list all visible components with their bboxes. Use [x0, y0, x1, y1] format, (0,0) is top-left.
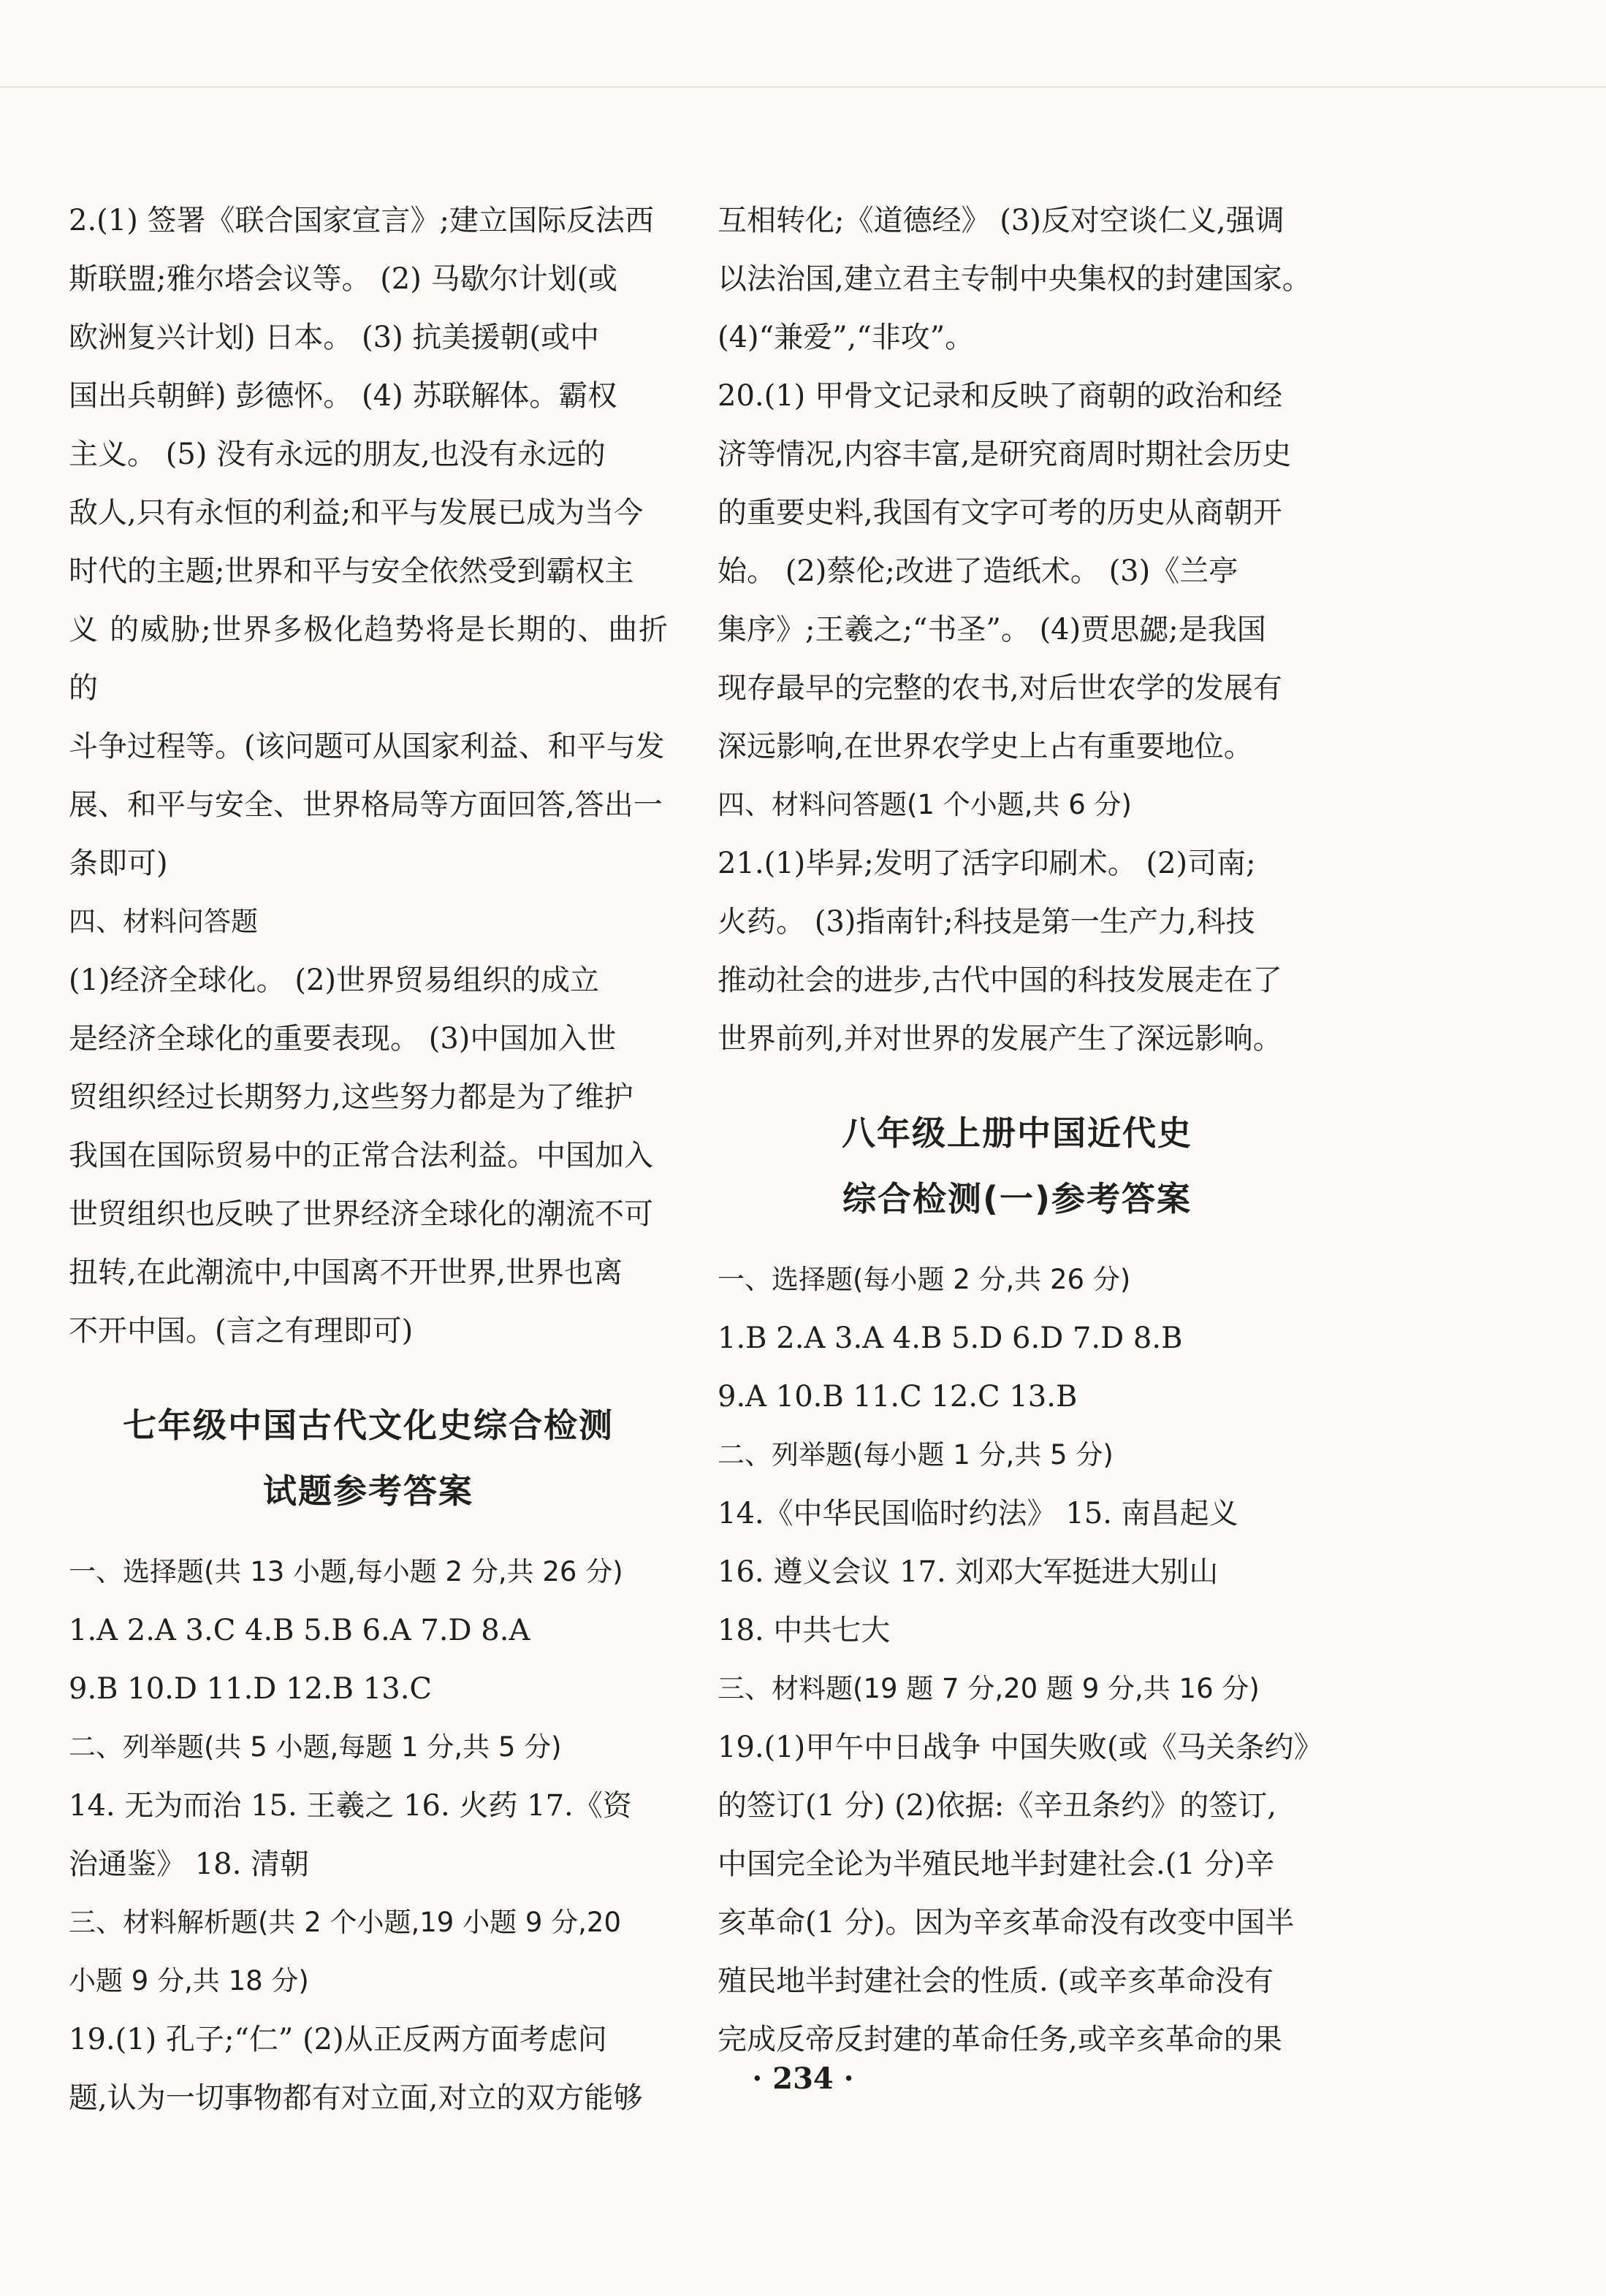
text-line: 20.(1) 甲骨文记录和反映了商朝的政治和经: [718, 379, 1282, 413]
text-line: 2.(1) 签署《联合国家宣言》;建立国际反法西: [69, 204, 655, 237]
answer-row: 1.A 2.A 3.C 4.B 5.B 6.A 7.D 8.A: [69, 1614, 530, 1647]
text-line: 殖民地半封建社会的性质. (或辛亥革命没有: [718, 1964, 1274, 1998]
section-title: 八年级上册中国近代史: [842, 1113, 1192, 1153]
text-line: 14. 无为而治 15. 王羲之 16. 火药 17.《资: [69, 1789, 632, 1823]
text-line: 始。 (2)蔡伦;改进了造纸术。 (3)《兰亭: [718, 554, 1238, 588]
text-line: 斯联盟;雅尔塔会议等。 (2) 马歇尔计划(或: [69, 262, 618, 296]
text-line: 的重要史料,我国有文字可考的历史从商朝开: [718, 496, 1282, 530]
text-line: 亥革命(1 分)。因为辛亥革命没有改变中国半: [718, 1906, 1295, 1940]
answer-row: 9.B 10.D 11.D 12.B 13.C: [69, 1672, 433, 1706]
page-number: · 234 ·: [752, 2062, 854, 2096]
text-line: 16. 遵义会议 17. 刘邓大军挺进大别山: [718, 1555, 1219, 1589]
section-subtitle: 试题参考答案: [263, 1471, 473, 1511]
text-line: 推动社会的进步,古代中国的科技发展走在了: [718, 964, 1282, 997]
text-line: 深远影响,在世界农学史上占有重要地位。: [718, 730, 1253, 763]
text-line: 18. 中共七大: [718, 1614, 891, 1647]
text-line: 21.(1)毕昇;发明了活字印刷术。 (2)司南;: [718, 847, 1256, 880]
text-line: 斗争过程等。(该问题可从国家利益、和平与发: [69, 730, 665, 763]
text-line: 19.(1) 孔子;“仁” (2)从正反两方面考虑问: [69, 2023, 607, 2056]
text-line: 我国在国际贸易中的正常合法利益。中国加入: [69, 1139, 653, 1172]
text-line: 主义。 (5) 没有永远的朋友,也没有永远的: [69, 438, 606, 471]
section-heading: 小题 9 分,共 18 分): [69, 1965, 309, 1996]
section-title: 七年级中国古代文化史综合检测: [123, 1406, 614, 1445]
text-line: 条即可): [69, 847, 168, 880]
text-line: 19.(1)甲午中日战争 中国失败(或《马关条约》: [718, 1731, 1323, 1764]
section-heading: 二、列举题(共 5 小题,每题 1 分,共 5 分): [69, 1731, 562, 1763]
text-line: 济等情况,内容丰富,是研究商周时期社会历史: [718, 438, 1292, 471]
answer-row: 1.B 2.A 3.A 4.B 5.D 6.D 7.D 8.B: [718, 1321, 1183, 1355]
section-subtitle: 综合检测(一)参考答案: [842, 1179, 1192, 1218]
text-line: 时代的主题;世界和平与安全依然受到霸权主: [69, 554, 634, 588]
text-line: 展、和平与安全、世界格局等方面回答,答出一: [69, 788, 663, 822]
text-line: 现存最早的完整的农书,对后世农学的发展有: [718, 671, 1282, 705]
text-line: 世界前列,并对世界的发展产生了深远影响。: [718, 1022, 1282, 1056]
text-line: 扭转,在此潮流中,中国离不开世界,世界也离: [69, 1256, 623, 1289]
left-column: [69, 191, 668, 2127]
text-line: 火药。 (3)指南针;科技是第一生产力,科技: [718, 905, 1255, 939]
text-line: 14.《中华民国临时约法》 15. 南昌起义: [718, 1497, 1238, 1530]
section-heading: 四、材料问答题(1 个小题,共 6 分): [718, 789, 1132, 820]
text-line: 是经济全球化的重要表现。 (3)中国加入世: [69, 1022, 617, 1056]
section-heading: 二、列举题(每小题 1 分,共 5 分): [718, 1439, 1114, 1471]
text-line: 治通鉴》 18. 清朝: [69, 1847, 310, 1881]
section-heading: 一、选择题(共 13 小题,每小题 2 分,共 26 分): [69, 1556, 623, 1587]
section-heading: 三、材料解析题(共 2 个小题,19 小题 9 分,20: [69, 1907, 622, 1938]
text-line: 义 的威胁;世界多极化趋势将是长期的、曲折的: [69, 613, 668, 705]
answer-row: 9.A 10.B 11.C 12.C 13.B: [718, 1380, 1078, 1414]
text-line: 中国完全论为半殖民地半封建社会.(1 分)辛: [718, 1847, 1275, 1881]
text-line: 欧洲复兴计划) 日本。 (3) 抗美援朝(或中: [69, 321, 600, 354]
text-line: 互相转化;《道德经》 (3)反对空谈仁义,强调: [718, 204, 1285, 237]
page-top-rule: [0, 86, 1606, 88]
text-line: 不开中国。(言之有理即可): [69, 1314, 414, 1348]
text-line: 以法治国,建立君主专制中央集权的封建国家。: [718, 262, 1312, 296]
text-line: (1)经济全球化。 (2)世界贸易组织的成立: [69, 964, 600, 997]
text-line: 贸组织经过长期努力,这些努力都是为了维护: [69, 1080, 633, 1114]
right-column: [718, 191, 1323, 2069]
section-heading: 一、选择题(每小题 2 分,共 26 分): [718, 1264, 1131, 1295]
section-heading: 三、材料题(19 题 7 分,20 题 9 分,共 16 分): [718, 1673, 1260, 1704]
text-line: 题,认为一切事物都有对立面,对立的双方能够: [69, 2081, 643, 2115]
text-line: 完成反帝反封建的革命任务,或辛亥革命的果: [718, 2023, 1282, 2056]
text-line: 国出兵朝鲜) 彭德怀。 (4) 苏联解体。霸权: [69, 379, 617, 413]
text-line: 敌人,只有永恒的利益;和平与发展已成为当今: [69, 496, 644, 530]
text-line: 世贸组织也反映了世界经济全球化的潮流不可: [69, 1197, 653, 1231]
text-line: (4)“兼爱”,“非攻”。: [718, 321, 975, 354]
section-heading: 四、材料问答题: [69, 906, 258, 937]
text-line: 的签订(1 分) (2)依据:《辛丑条约》的签订,: [718, 1789, 1276, 1823]
text-line: 集序》;王羲之;“书圣”。 (4)贾思勰;是我国: [718, 613, 1266, 647]
